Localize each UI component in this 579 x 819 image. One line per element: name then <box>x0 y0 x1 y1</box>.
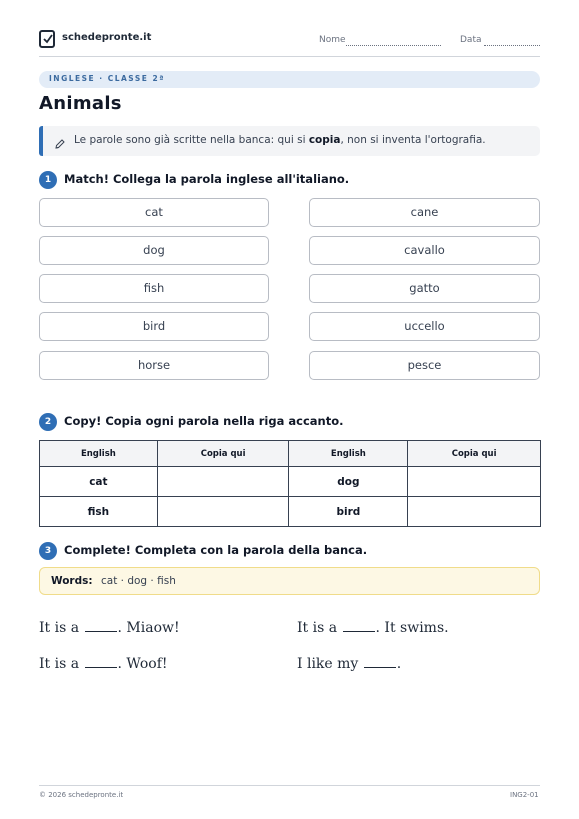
sentence: It is a . It swims. <box>297 620 449 636</box>
column-header: English <box>40 441 158 467</box>
english-word-cell: fish <box>40 497 158 527</box>
word-bank-label: Words: <box>51 575 93 587</box>
table-row <box>40 467 541 497</box>
section-heading-complete: Complete! Completa con la parola della banca. <box>64 543 368 557</box>
english-word-cell: cat <box>40 467 158 497</box>
match-left-item[interactable]: fish <box>39 274 269 303</box>
footer-divider <box>39 785 540 786</box>
english-word-cell: dog <box>289 467 408 497</box>
answer-blank[interactable] <box>85 657 117 668</box>
name-field[interactable] <box>346 37 441 46</box>
subject-badge-label: INGLESE · CLASSE 2ª <box>49 74 165 83</box>
answer-blank[interactable] <box>343 621 375 632</box>
table-header-row <box>40 441 541 467</box>
answer-blank[interactable] <box>364 657 396 668</box>
answer-blank[interactable] <box>85 621 117 632</box>
brand-name: schedepronte.it <box>62 32 152 43</box>
sentence: It is a . Woof! <box>39 656 168 672</box>
section-number-1: 1 <box>39 171 57 189</box>
copy-cell[interactable] <box>408 467 541 497</box>
match-right-item[interactable]: pesce <box>309 351 540 380</box>
match-left-item[interactable]: horse <box>39 351 269 380</box>
column-header: Copia qui <box>157 441 289 467</box>
sentence: I like my . <box>297 656 402 672</box>
footer-code: ING2-01 <box>510 791 539 799</box>
section-heading-match: Match! Collega la parola inglese all'italiano. <box>64 172 350 186</box>
section-number-2: 2 <box>39 413 57 431</box>
section-number-3: 3 <box>39 542 57 560</box>
english-word-cell: bird <box>289 497 408 527</box>
match-right-item[interactable]: cavallo <box>309 236 540 265</box>
name-label: Nome <box>319 35 346 45</box>
page-title: Animals <box>39 93 122 114</box>
info-note <box>39 126 540 156</box>
note-text: Le parole sono già scritte nella banca: qui si copia, non si inventa l'ortografia. <box>74 134 486 146</box>
copy-cell[interactable] <box>157 467 289 497</box>
word-bank <box>39 567 540 595</box>
header-divider <box>39 56 540 57</box>
subject-badge <box>39 71 540 88</box>
sentence: It is a . Miaow! <box>39 620 180 636</box>
copy-cell[interactable] <box>157 497 289 527</box>
date-label: Data <box>460 35 482 45</box>
logo-icon <box>39 30 55 48</box>
column-header: English <box>289 441 408 467</box>
note-accent-bar <box>39 126 43 156</box>
copy-cell[interactable] <box>408 497 541 527</box>
match-left-item[interactable]: dog <box>39 236 269 265</box>
match-right-item[interactable]: gatto <box>309 274 540 303</box>
pencil-icon <box>54 135 66 154</box>
match-left-item[interactable]: bird <box>39 312 269 341</box>
section-heading-copy: Copy! Copia ogni parola nella riga accanto. <box>64 414 344 428</box>
column-header: Copia qui <box>408 441 541 467</box>
match-left-item[interactable]: cat <box>39 198 269 227</box>
word-bank-words: cat · dog · fish <box>101 575 176 587</box>
footer-copyright: © 2026 schedepronte.it <box>39 791 124 799</box>
match-right-item[interactable]: cane <box>309 198 540 227</box>
match-right-item[interactable]: uccello <box>309 312 540 341</box>
copy-table <box>39 440 541 527</box>
date-field[interactable] <box>484 37 540 46</box>
table-row <box>40 497 541 527</box>
